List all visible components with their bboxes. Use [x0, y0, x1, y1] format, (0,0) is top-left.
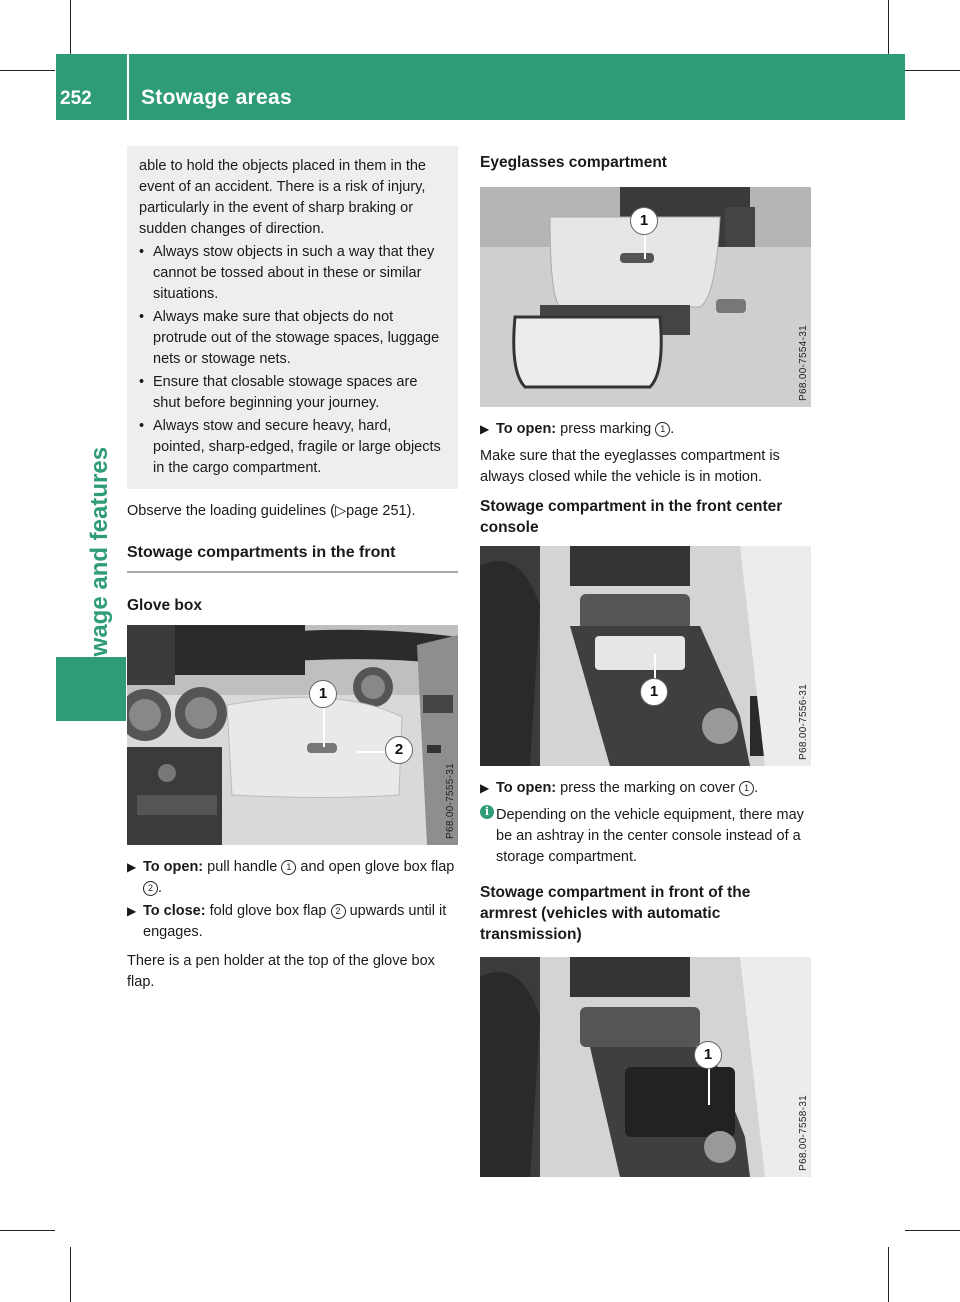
callout-1: 1 — [640, 678, 668, 706]
side-tab-label: Stowage and features — [86, 446, 113, 695]
page-ref-arrow-icon: ▷ — [334, 503, 347, 519]
callout-leader — [323, 707, 325, 747]
callout-1: 1 — [309, 680, 337, 708]
glove-box-heading: Glove box — [127, 597, 202, 614]
crop-mark — [0, 1230, 55, 1231]
eyeglasses-photo — [480, 187, 811, 407]
crop-mark — [70, 0, 71, 55]
console-photo — [480, 546, 811, 766]
eyeglasses-heading: Eyeglasses compartment — [480, 154, 667, 171]
number-badge: 1 — [281, 860, 296, 875]
warning-bullet: • Always stow objects in such a way that they cannot be tossed about in these or similar situations. — [139, 244, 435, 302]
eyeglasses-note: Make sure that the eyeglasses compartment is always closed while the vehicle is in motion. — [480, 448, 780, 485]
callout-1: 1 — [630, 207, 658, 235]
number-badge: 2 — [143, 881, 158, 896]
callout-leader — [644, 231, 646, 259]
header-separator — [127, 54, 129, 120]
armrest-heading: Stowage compartment in front of the armrest (vehicles with automatic transmission) — [480, 884, 751, 943]
callout-1: 1 — [694, 1041, 722, 1069]
console-heading: Stowage compartment in the front center console — [480, 498, 783, 536]
number-badge: 1 — [739, 781, 754, 796]
warning-intro: able to hold the objects placed in them in the event of an accident. There is a risk of injury, particularly in the event of sharp braking or sudden changes of direction. — [139, 158, 426, 237]
warning-bullet: • Always make sure that objects do not protrude out of the stowage spaces, luggage nets or stowage nets. — [139, 309, 440, 367]
warning-bullet: • Ensure that closable stowage spaces are shut before beginning your journey. — [139, 374, 418, 411]
page-number: 252 — [60, 88, 92, 109]
crop-mark — [888, 0, 889, 55]
glove-box-illustration — [127, 625, 458, 845]
armrest-illustration — [480, 957, 811, 1177]
section-title: Stowage areas — [141, 86, 292, 109]
warning-box — [127, 146, 458, 489]
step-arrow-icon: ▶ — [127, 904, 137, 918]
loading-guidelines-note: Observe the loading guidelines (▷page 251). — [127, 503, 416, 519]
front-compartments-heading: Stowage compartments in the front — [127, 544, 396, 561]
console-info-note: i Depending on the vehicle equipment, there may be an ashtray in the center console instead of a storage compartment. — [480, 805, 811, 868]
glove-box-photo — [127, 625, 458, 845]
callout-2: 2 — [385, 736, 413, 764]
console-open-step: ▶ To open: press the marking on cover 1 . — [480, 778, 811, 799]
eyeglasses-open-step: ▶ To open: press marking 1 . — [480, 419, 811, 440]
callout-leader — [708, 1065, 710, 1105]
step-arrow-icon: ▶ — [127, 860, 137, 874]
crop-mark — [0, 70, 55, 71]
glove-open-step: ▶ To open: pull handle 1 and open glove box flap 2 . — [127, 859, 455, 896]
step-arrow-icon: ▶ — [480, 781, 490, 795]
crop-mark — [888, 1247, 889, 1302]
glove-close-step: ▶ To close: fold glove box flap 2 upwards until it engages. — [127, 903, 447, 940]
heading-rule — [127, 571, 458, 573]
right-column — [480, 146, 811, 1177]
photo-code: P68.00-7555-31 — [445, 763, 456, 839]
page-ref-link[interactable]: page 251 — [346, 503, 407, 519]
armrest-photo — [480, 957, 811, 1177]
warning-bullet: • Always stow and secure heavy, hard, pointed, sharp-edged, fragile or large objects in the cargo compartment. — [139, 418, 441, 476]
crop-mark — [905, 1230, 960, 1231]
console-illustration — [480, 546, 811, 766]
crop-mark — [905, 70, 960, 71]
crop-mark — [70, 1247, 71, 1302]
number-badge: 1 — [655, 422, 670, 437]
left-column — [127, 146, 458, 993]
pen-holder-note: There is a pen holder at the top of the glove box flap. — [127, 953, 435, 990]
info-icon: i — [480, 805, 494, 819]
photo-code: P68.00-7558-31 — [798, 1095, 809, 1171]
number-badge: 2 — [331, 904, 346, 919]
step-arrow-icon: ▶ — [480, 422, 490, 436]
photo-code: P68.00-7556-31 — [798, 684, 809, 760]
photo-code: P68.00-7554-31 — [798, 325, 809, 401]
